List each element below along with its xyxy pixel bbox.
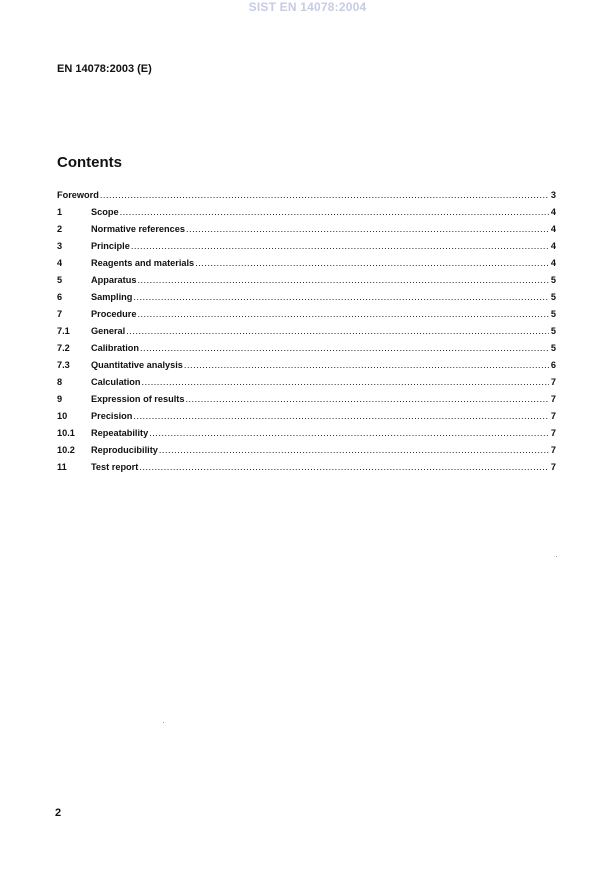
toc-entry-number: 9	[57, 394, 63, 404]
toc-entry[interactable]	[57, 377, 556, 394]
toc-leader-dots	[137, 275, 549, 285]
toc-entry[interactable]	[57, 224, 556, 241]
toc-leader-dots	[185, 394, 549, 404]
toc-entry-number: 7.3	[57, 360, 70, 370]
document-id: EN 14078:2003 (E)	[57, 63, 152, 75]
toc-entry-title: Calculation	[91, 377, 141, 387]
toc-entry-number: 10	[57, 411, 68, 421]
toc-entry-page: 4	[550, 224, 556, 234]
toc-entry-page: 7	[550, 445, 556, 455]
toc-entry[interactable]	[57, 428, 556, 445]
toc-leader-dots	[100, 190, 549, 200]
toc-leader-dots	[120, 207, 549, 217]
toc-entry-page: 4	[550, 207, 556, 217]
toc-entry[interactable]	[57, 411, 556, 428]
toc-entry-title: Reproducibility	[91, 445, 158, 455]
toc-entry-page: 5	[550, 343, 556, 353]
toc-leader-dots	[140, 343, 549, 353]
toc-entry-title: Reagents and materials	[91, 258, 195, 268]
toc-entry[interactable]	[57, 326, 556, 343]
toc-entry[interactable]	[57, 360, 556, 377]
page-number: 2	[55, 807, 62, 819]
toc-leader-dots	[137, 309, 549, 319]
toc-leader-dots	[159, 445, 549, 455]
toc-entry[interactable]	[57, 343, 556, 360]
toc-entry-number: 1	[57, 207, 63, 217]
scan-speck	[163, 722, 164, 723]
toc-entry-page: 6	[550, 360, 556, 370]
toc-leader-dots	[133, 411, 549, 421]
toc-entry[interactable]	[57, 190, 556, 207]
toc-leader-dots	[149, 428, 549, 438]
toc-entry-title: Principle	[91, 241, 130, 251]
watermark: SIST EN 14078:2004	[248, 0, 367, 14]
toc-entry-title: Quantitative analysis	[91, 360, 183, 370]
toc-entry-number: 10.2	[57, 445, 75, 455]
toc-entry-title: Calibration	[91, 343, 139, 353]
toc-leader-dots	[139, 462, 549, 472]
toc-entry[interactable]	[57, 292, 556, 309]
toc-entry-title: Normative references	[91, 224, 185, 234]
toc-leader-dots	[126, 326, 549, 336]
contents-heading: Contents	[57, 154, 122, 171]
toc-entry-page: 7	[550, 394, 556, 404]
toc-entry-title: Precision	[91, 411, 133, 421]
toc-entry-number: 4	[57, 258, 63, 268]
toc-entry-number: 6	[57, 292, 63, 302]
toc-entry[interactable]	[57, 462, 556, 479]
toc-entry-number: 8	[57, 377, 63, 387]
toc-entry[interactable]	[57, 241, 556, 258]
toc-entry[interactable]	[57, 275, 556, 292]
toc-entry-number: 7.2	[57, 343, 70, 353]
toc-entry-number: 3	[57, 241, 63, 251]
toc-entry-page: 5	[550, 275, 556, 285]
toc-leader-dots	[195, 258, 549, 268]
toc-leader-dots	[142, 377, 549, 387]
toc-leader-dots	[186, 224, 549, 234]
toc-entry-title: General	[91, 326, 126, 336]
toc-entry-page: 5	[550, 326, 556, 336]
toc-entry[interactable]	[57, 445, 556, 462]
toc-entry-page: 5	[550, 309, 556, 319]
toc-entry-title: Test report	[91, 462, 139, 472]
toc-leader-dots	[184, 360, 549, 370]
toc-entry-title: Procedure	[91, 309, 137, 319]
toc-entry-title: Apparatus	[91, 275, 137, 285]
toc-entry-number: 11	[57, 462, 67, 472]
toc-entry[interactable]	[57, 309, 556, 326]
toc-entry-number: 5	[57, 275, 63, 285]
scan-speck	[556, 556, 557, 557]
toc-entry[interactable]	[57, 394, 556, 411]
toc-entry-page: 7	[550, 411, 556, 421]
toc-entry-title: Repeatability	[91, 428, 149, 438]
toc-entry-title: Expression of results	[91, 394, 185, 404]
toc-entry-page: 4	[550, 241, 556, 251]
toc-entry-number: 7.1	[57, 326, 70, 336]
toc-entry-title: Scope	[91, 207, 119, 217]
toc-entry-page: 7	[550, 462, 556, 472]
toc-entry-page: 3	[550, 190, 556, 200]
toc-entry-title: Foreword	[57, 190, 99, 200]
toc-entry-number: 2	[57, 224, 63, 234]
toc-entry-page: 7	[550, 428, 556, 438]
toc-leader-dots	[133, 292, 549, 302]
toc-entry-page: 4	[550, 258, 556, 268]
toc-leader-dots	[131, 241, 549, 251]
toc-entry-page: 5	[550, 292, 556, 302]
toc-entry[interactable]	[57, 258, 556, 275]
toc-entry-number: 7	[57, 309, 63, 319]
toc-entry[interactable]	[57, 207, 556, 224]
table-of-contents	[57, 190, 556, 479]
toc-entry-number: 10.1	[57, 428, 75, 438]
toc-entry-title: Sampling	[91, 292, 133, 302]
toc-entry-page: 7	[550, 377, 556, 387]
